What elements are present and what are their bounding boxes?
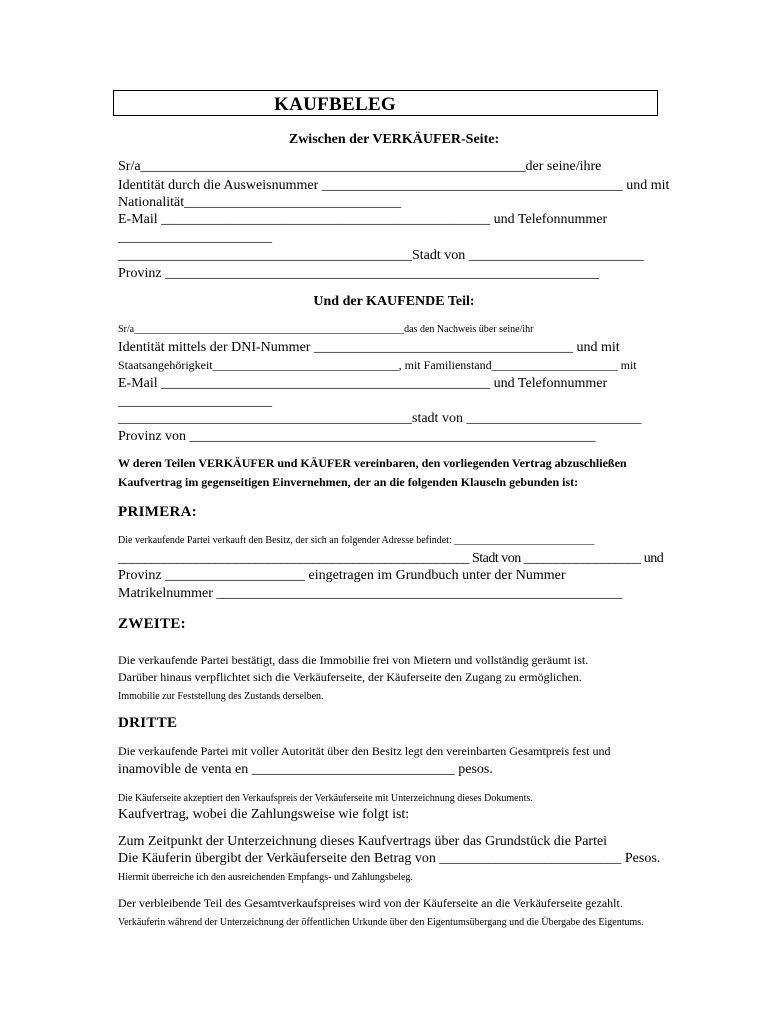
primera-province-line: Provinz ____________________ eingetragen im Grundbuch unter der Nummer xyxy=(118,568,566,583)
seller-nationality-line: Nationalität_______________________________ xyxy=(118,195,402,210)
buyer-city-line: __________________________________________stadt von _________________________ xyxy=(118,411,642,426)
buyer-email-line: E-Mail _______________________________________________ und Telefonnummer xyxy=(118,376,608,391)
seller-city-line: __________________________________________Stadt von _________________________ xyxy=(118,248,644,263)
dritte-line-9: Verkäuferin während der Unterzeichnung der öffentlichen Urkunde über den Eigentumsübergang und die Übergabe des Eigentums. xyxy=(118,917,644,928)
buyer-nationality-line: Staatsangehörigkeit_______________________________, mit Familienstand_____________________ mit xyxy=(118,358,637,372)
zweite-line-2: Darüber hinaus verpflichtet sich die Verkäuferseite, der Käuferseite den Zugang zu ermöglichen. xyxy=(118,670,582,684)
primera-matrikel-line: Matrikelnummer __________________________________________________________ xyxy=(118,586,623,601)
seller-heading: Zwischen der VERKÄUFER-Seite: xyxy=(288,132,500,147)
dritte-line-1: Die verkaufende Partei mit voller Autorität über den Besitz legt den vereinbarten Gesamtpreis fest und xyxy=(118,744,611,758)
buyer-phone-line: ______________________ xyxy=(118,394,272,409)
buyer-id-line: Identität mittels der DNI-Nummer _____________________________________ und mit xyxy=(118,340,620,355)
seller-email-line: E-Mail _______________________________________________ und Telefonnummer xyxy=(118,212,608,227)
seller-name-line: Sr/a_______________________________________________________der seine/ihre xyxy=(118,159,602,174)
seller-id-line: Identität durch die Ausweisnummer ___________________________________________ und mit xyxy=(118,178,670,193)
primera-address-line: Die verkaufende Partei verkauft den Besitz, der sich an folgender Adresse befindet: ____________________________ xyxy=(118,535,595,546)
buyer-heading: Und der KAUFENDE Teil: xyxy=(313,294,475,309)
zweite-heading: ZWEITE: xyxy=(118,616,186,632)
dritte-line-6: Die Käuferin übergibt der Verkäuferseite den Betrag von __________________________ Pesos. xyxy=(118,851,661,866)
primera-city-line: ______________________________________________________ Stadt von __________________ und xyxy=(118,551,664,566)
dritte-line-7: Hiermit überreiche ich den ausreichenden Empfangs- und Zahlungsbeleg. xyxy=(118,872,413,883)
seller-phone-line: ______________________ xyxy=(118,230,272,245)
zweite-line-3: Immobilie zur Feststellung des Zustands derselben. xyxy=(118,691,324,702)
zweite-line-1: Die verkaufende Partei bestätigt, dass die Immobilie frei von Mietern und vollständig geräumt ist. xyxy=(118,653,589,667)
seller-province-line: Provinz ______________________________________________________________ xyxy=(118,266,600,281)
agreement-line-2: Kaufvertrag im gegenseitigen Einvernehmen, der an die folgenden Klauseln gebunden ist: xyxy=(118,475,579,489)
buyer-province-line: Provinz von __________________________________________________________ xyxy=(118,429,596,444)
dritte-heading: DRITTE xyxy=(118,715,178,731)
buyer-name-line: Sr/a______________________________________________________das den Nachweis über seine/ihr xyxy=(118,324,534,335)
document-title: KAUFBELEG xyxy=(274,94,396,115)
dritte-line-4: Kaufvertrag, wobei die Zahlungsweise wie folgt ist: xyxy=(118,807,410,822)
agreement-line-1: W deren Teilen VERKÄUFER und KÄUFER vereinbaren, den vorliegenden Vertrag abzuschließen xyxy=(118,456,627,470)
primera-heading: PRIMERA: xyxy=(118,504,198,520)
dritte-line-2: inamovible de venta en _____________________________ pesos. xyxy=(118,762,493,777)
dritte-line-3: Die Käuferseite akzeptiert den Verkaufspreis der Verkäuferseite mit Unterzeichnung dieses Dokuments. xyxy=(118,793,533,804)
dritte-line-5: Zum Zeitpunkt der Unterzeichnung dieses Kaufvertrags über das Grundstück die Partei xyxy=(118,834,608,849)
title-box xyxy=(113,90,658,116)
dritte-line-8: Der verbleibende Teil des Gesamtverkaufspreises wird von der Käuferseite an die Verkäuferseite gezahlt. xyxy=(118,896,623,910)
